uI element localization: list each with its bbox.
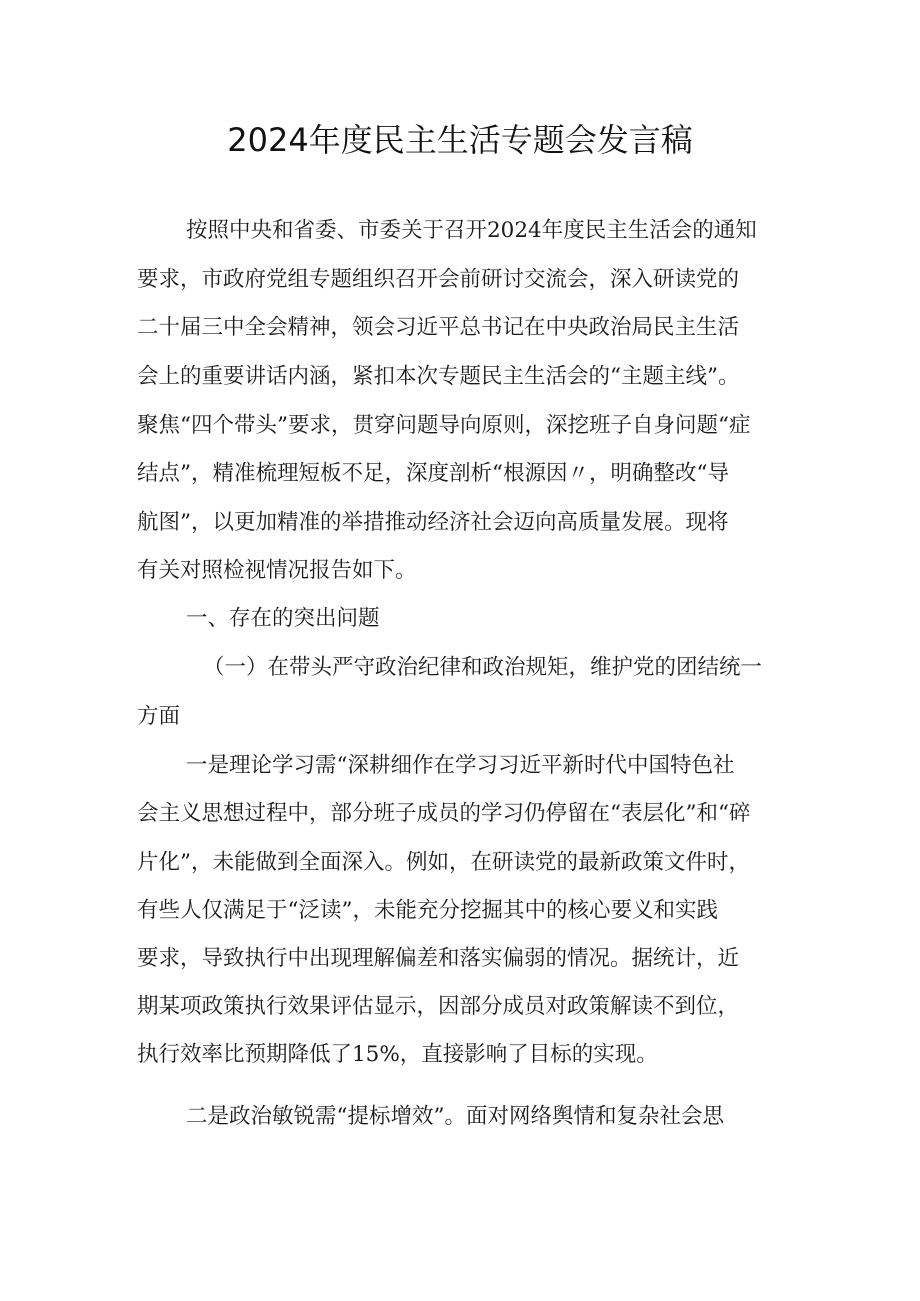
paragraph-line: 有些人仅满足于“泛读”，未能充分挖掘其中的核心要义和实践 [137, 898, 718, 923]
paragraph-line: 期某项政策执行效果评估显示，因部分成员对政策解读不到位， [137, 994, 740, 1019]
section-heading: 一、存在的突出问题 [186, 606, 380, 631]
paragraph-line: 会上的重要讲话内涵，紧扣本次专题民主生活会的“主题主线”。 [137, 364, 740, 389]
paragraph-line: 二十届三中全会精神，领会习近平总书记在中央政治局民主生活 [137, 315, 740, 340]
paragraph-line: 要求，导致执行中出现理解偏差和落实偏弱的情况。据统计，近 [137, 946, 740, 971]
paragraph-line: 要求，市政府党组专题组织召开会前研讨交流会，深入研读党的 [137, 267, 740, 292]
paragraph-line: 片化”，未能做到全面深入。例如，在研读党的最新政策文件时， [137, 850, 750, 875]
paragraph-line: （一）在带头严守政治纪律和政治规矩，维护党的团结统一 [203, 655, 763, 680]
document-title: 2024年度民主生活专题会发言稿 [227, 121, 693, 159]
paragraph-line: 按照中央和省委、市委关于召开2024年度民主生活会的通知 [186, 218, 757, 243]
paragraph-line: 结点”，精准梳理短板不足，深度剖析“根源因〃，明确整改“导 [137, 461, 729, 486]
paragraph-line: 聚焦“四个带头”要求，贯穿问题导向原则，深挖班子自身问题“症 [137, 413, 751, 438]
paragraph-line: 有关对照检视情况报告如下。 [137, 558, 417, 583]
paragraph-line: 方面 [137, 704, 181, 729]
paragraph-line: 一是理论学习需“深耕细作在学习习近平新时代中国特色社 [186, 753, 735, 778]
paragraph-line: 执行效率比预期降低了15%，直接影响了目标的实现。 [137, 1042, 658, 1067]
paragraph-line: 航图”，以更加精准的举措推动经济社会迈向高质量发展。现将 [137, 510, 729, 535]
paragraph-line: 会主义思想过程中，部分班子成员的学习仍停留在“表层化”和“碎 [137, 801, 751, 826]
paragraph-line: 二是政治敏锐需“提标增效”。面对网络舆情和复杂社会思 [186, 1104, 724, 1129]
